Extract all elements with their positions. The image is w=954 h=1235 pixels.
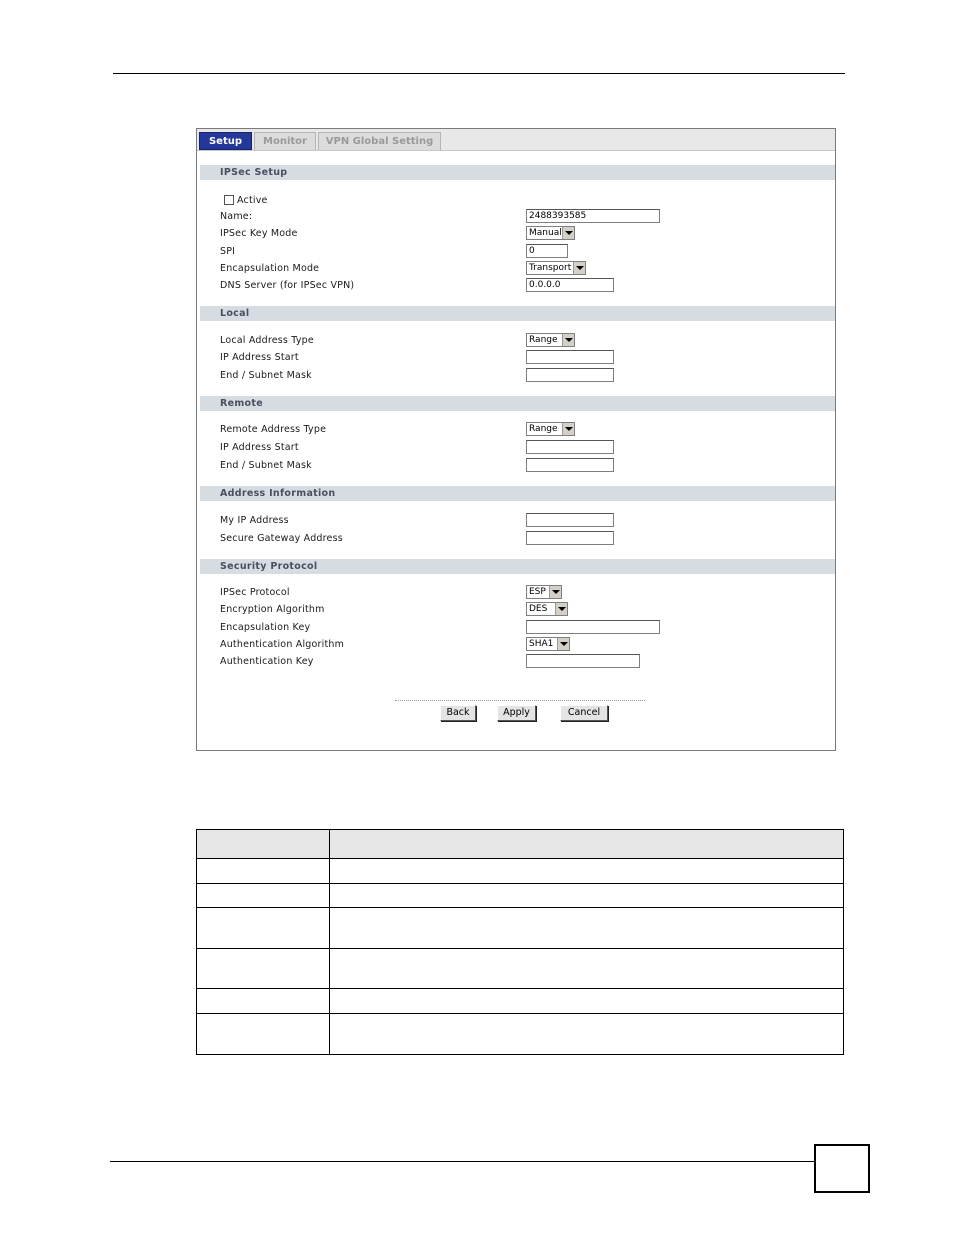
chevron-down-icon	[562, 334, 574, 346]
local-address-type-label: Local Address Type	[220, 335, 314, 346]
encryption-algorithm-value: DES	[529, 604, 548, 614]
section-local: Local	[200, 306, 835, 321]
remote-end-mask-field[interactable]	[526, 458, 614, 472]
local-address-type-select[interactable]	[526, 333, 575, 347]
ipsec-protocol-value: ESP	[529, 587, 546, 597]
my-ip-label: My IP Address	[220, 515, 289, 526]
remote-end-mask-label: End / Subnet Mask	[220, 460, 312, 471]
table-row	[197, 883, 843, 884]
tab-monitor[interactable]: Monitor	[254, 132, 316, 150]
authentication-key-label: Authentication Key	[220, 656, 314, 667]
table-row	[197, 1013, 843, 1014]
encapsulation-key-label: Encapsulation Key	[220, 622, 311, 633]
local-end-mask-label: End / Subnet Mask	[220, 370, 312, 381]
remote-ip-start-label: IP Address Start	[220, 442, 299, 453]
remote-ip-start-field[interactable]	[526, 440, 614, 454]
active-label: Active	[237, 195, 268, 206]
authentication-key-field[interactable]	[526, 654, 640, 668]
authentication-algorithm-value: SHA1	[529, 639, 554, 649]
ipsec-protocol-label: IPSec Protocol	[220, 587, 290, 598]
dns-field[interactable]: 0.0.0.0	[526, 278, 614, 292]
chevron-down-icon	[557, 638, 569, 650]
chevron-down-icon	[549, 586, 561, 598]
field-description-table	[196, 829, 844, 1055]
chevron-down-icon	[555, 603, 567, 615]
table-row	[197, 858, 843, 859]
header-rule	[113, 73, 845, 74]
chevron-down-icon	[573, 262, 585, 274]
encryption-algorithm-select[interactable]	[526, 602, 568, 616]
table-row	[197, 948, 843, 949]
spi-field[interactable]: 0	[526, 244, 568, 258]
table-row	[197, 907, 843, 908]
key-mode-label: IPSec Key Mode	[220, 228, 298, 239]
remote-address-type-label: Remote Address Type	[220, 424, 327, 435]
tab-bar	[197, 129, 835, 151]
encapsulation-key-field[interactable]	[526, 620, 660, 634]
page-number-box	[814, 1144, 870, 1193]
table-column-divider	[329, 830, 330, 1054]
secure-gateway-field[interactable]	[526, 531, 614, 545]
vpn-setup-window	[196, 128, 836, 751]
name-label: Name:	[220, 211, 253, 222]
remote-address-type-value: Range	[529, 424, 558, 434]
button-divider	[395, 700, 645, 701]
dns-label: DNS Server (for IPSec VPN)	[220, 280, 355, 291]
encap-mode-label: Encapsulation Mode	[220, 263, 320, 274]
table-row	[197, 988, 843, 989]
chevron-down-icon	[562, 423, 574, 435]
back-button[interactable]: Back	[440, 705, 476, 721]
encryption-algorithm-label: Encryption Algorithm	[220, 604, 325, 615]
remote-address-type-select[interactable]	[526, 422, 575, 436]
encap-mode-select[interactable]	[526, 261, 586, 275]
local-address-type-value: Range	[529, 335, 558, 345]
footer-rule	[110, 1161, 815, 1162]
ipsec-protocol-select[interactable]	[526, 585, 562, 599]
section-security-protocol: Security Protocol	[200, 559, 835, 574]
spi-label: SPI	[220, 246, 236, 257]
apply-button[interactable]: Apply	[497, 705, 536, 721]
tab-setup[interactable]: Setup	[199, 132, 252, 150]
section-ipsec-setup: IPSec Setup	[200, 165, 835, 180]
section-remote: Remote	[200, 396, 835, 411]
name-field[interactable]: 2488393585	[526, 209, 660, 223]
tab-vpn-global-setting[interactable]: VPN Global Setting	[318, 132, 441, 150]
my-ip-field[interactable]	[526, 513, 614, 527]
cancel-button[interactable]: Cancel	[560, 705, 608, 721]
key-mode-value: Manual	[529, 228, 562, 238]
local-end-mask-field[interactable]	[526, 368, 614, 382]
local-ip-start-field[interactable]	[526, 350, 614, 364]
secure-gateway-label: Secure Gateway Address	[220, 533, 343, 544]
section-address-information: Address Information	[200, 486, 835, 501]
key-mode-select[interactable]	[526, 226, 575, 240]
encap-mode-value: Transport	[529, 263, 572, 273]
local-ip-start-label: IP Address Start	[220, 352, 299, 363]
chevron-down-icon	[562, 227, 574, 239]
authentication-algorithm-select[interactable]	[526, 637, 570, 651]
active-checkbox[interactable]	[224, 195, 234, 205]
table-header	[197, 830, 843, 858]
authentication-algorithm-label: Authentication Algorithm	[220, 639, 345, 650]
